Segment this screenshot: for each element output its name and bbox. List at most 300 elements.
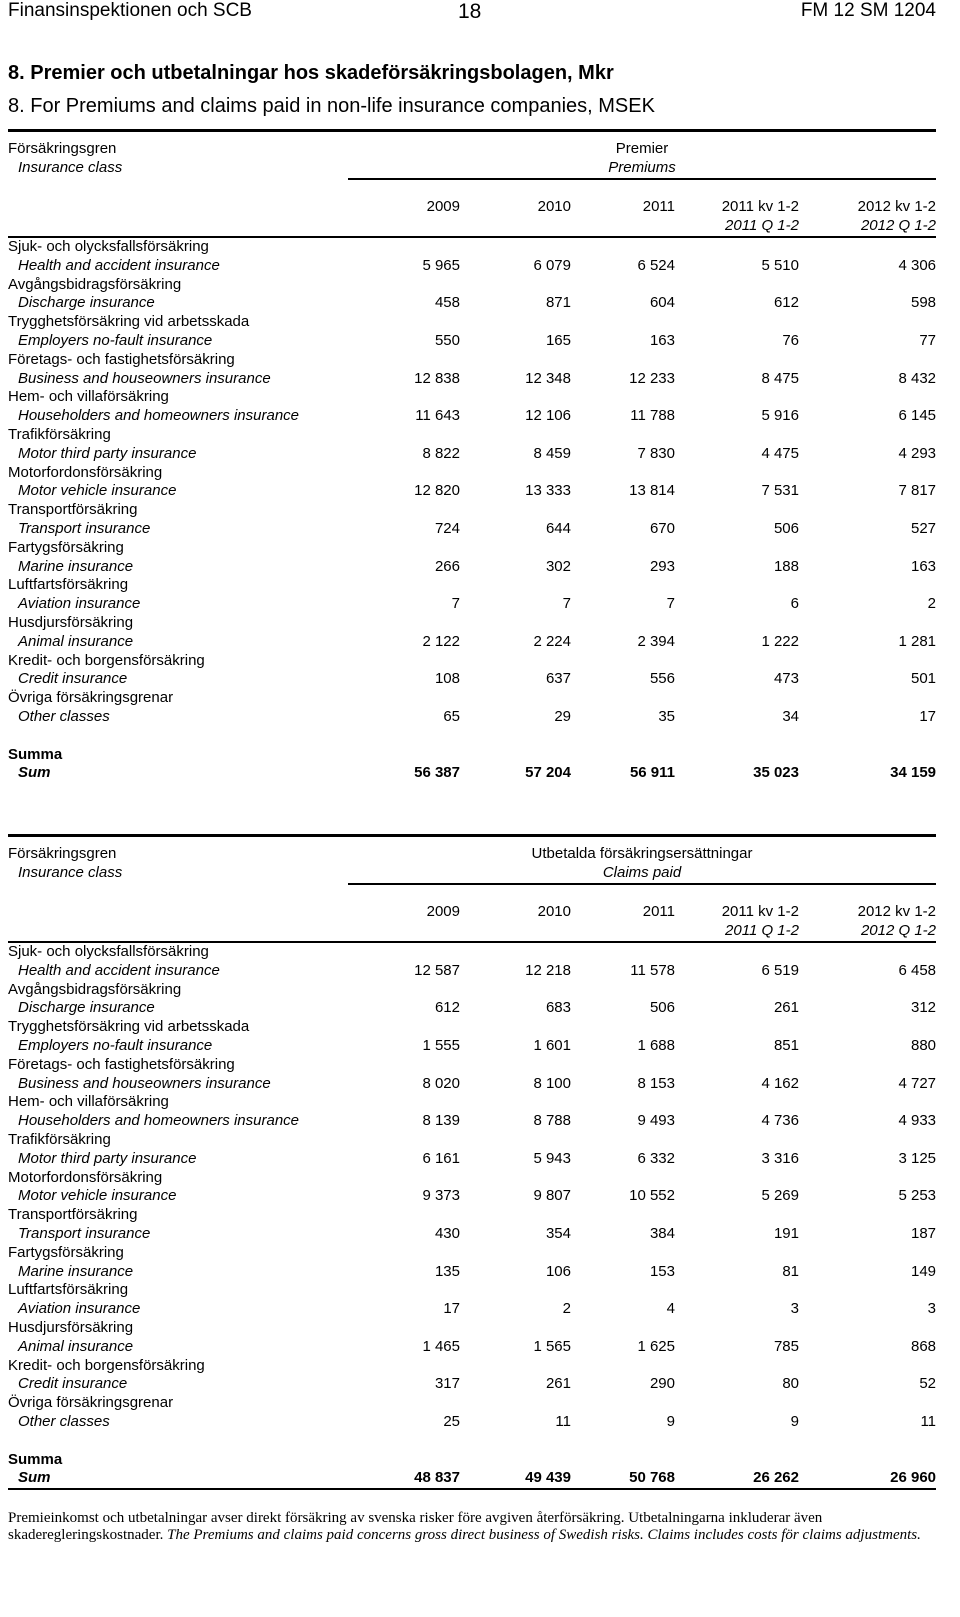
table-row — [8, 1075, 936, 1094]
value-cell: 1 465 — [422, 1337, 460, 1355]
class-label-sv: Transportförsäkring — [8, 501, 138, 519]
table-title-en: 8. For Premiums and claims paid in non-life insurance companies, MSEK — [8, 95, 655, 117]
class-label-sv: Trafikförsäkring — [8, 425, 111, 443]
table-title-sv: 8. Premier och utbetalningar hos skadeförsäkringsbolagen, Mkr — [8, 62, 614, 84]
value-cell: 644 — [545, 519, 571, 537]
table-row — [8, 962, 936, 981]
group-header-en: Claims paid — [348, 864, 936, 884]
value-cell: 6 332 — [637, 1149, 675, 1167]
value-cell: 473 — [773, 670, 799, 688]
year-header-row-en — [8, 922, 936, 942]
table-row — [8, 1037, 936, 1056]
table-row — [8, 407, 936, 426]
spacer — [8, 179, 348, 199]
table-row — [8, 370, 936, 389]
table-row — [8, 1150, 936, 1169]
class-row-sv — [8, 1357, 936, 1376]
table-row — [8, 1375, 936, 1394]
class-label-sv: Företags- och fastighetsförsäkring — [8, 1055, 235, 1073]
value-cell: 550 — [434, 331, 460, 349]
value-cell: 1 565 — [533, 1337, 571, 1355]
value-cell: 7 — [562, 595, 571, 613]
class-row-sv — [8, 1169, 936, 1188]
value-cell: 293 — [649, 557, 675, 575]
table-row — [8, 1413, 936, 1432]
value-cell: 9 — [790, 1412, 799, 1430]
class-label-sv: Fartygsförsäkring — [8, 1243, 124, 1261]
class-row-sv — [8, 1319, 936, 1338]
year-header: 2009 — [426, 198, 460, 216]
class-label-sv: Hem- och villaförsäkring — [8, 388, 169, 406]
sum-value: 56 387 — [414, 764, 460, 782]
class-row-sv — [8, 388, 936, 407]
sum-value: 26 262 — [675, 1469, 799, 1489]
claims-table — [8, 834, 936, 1490]
year-header-blank — [8, 922, 348, 942]
value-cell: 1 281 — [898, 632, 937, 650]
class-row-sv — [8, 313, 936, 332]
value-cell: 188 — [773, 557, 799, 575]
value-cell: 165 — [545, 331, 571, 349]
class-label-sv: Transportförsäkring — [8, 1206, 138, 1224]
value-cell: 2 224 — [533, 632, 571, 650]
report-id: FM 12 SM 1204 — [800, 0, 936, 21]
year-header: 2011 — [642, 198, 675, 216]
value-cell: 12 106 — [525, 407, 571, 425]
value-cell: 11 — [555, 1412, 571, 1430]
value-cell: 149 — [910, 1262, 937, 1280]
value-cell: 5 253 — [898, 1187, 937, 1205]
year-header-en: 2012 Q 1-2 — [860, 217, 937, 235]
value-cell: 108 — [434, 670, 460, 688]
class-label-en: Transport insurance — [18, 1224, 151, 1242]
class-header-sv: Försäkringsgren — [8, 131, 348, 159]
value-cell: 612 — [773, 294, 799, 312]
class-label-en: Business and houseowners insurance — [18, 369, 271, 387]
spacer — [348, 884, 936, 904]
value-cell: 6 161 — [422, 1149, 460, 1167]
value-cell: 4 727 — [898, 1074, 937, 1092]
class-label-sv: Trafikförsäkring — [8, 1130, 111, 1148]
class-label-en: Aviation insurance — [18, 595, 141, 613]
value-cell: 13 814 — [629, 482, 675, 500]
value-cell: 11 643 — [415, 407, 460, 425]
class-label-en: Transport insurance — [18, 519, 151, 537]
page-header — [8, 0, 936, 26]
table-row — [8, 999, 936, 1018]
class-row-sv — [8, 1131, 936, 1150]
spacer-row — [8, 179, 936, 199]
value-cell: 302 — [545, 557, 571, 575]
spacer-row — [8, 727, 936, 746]
class-label-en: Discharge insurance — [18, 999, 155, 1017]
class-label-en: Health and accident insurance — [18, 961, 220, 979]
table-row — [8, 294, 936, 313]
year-header-row — [8, 903, 936, 922]
value-cell: 13 333 — [525, 482, 571, 500]
value-cell: 871 — [545, 294, 571, 312]
value-cell: 6 — [790, 595, 799, 613]
value-cell: 2 122 — [422, 632, 460, 650]
table-row — [8, 595, 936, 614]
page-number: 18 — [458, 0, 482, 23]
year-header-en — [571, 922, 675, 942]
value-cell: 8 100 — [533, 1074, 571, 1092]
value-cell: 25 — [443, 1412, 460, 1430]
value-cell: 191 — [773, 1224, 799, 1242]
value-cell: 163 — [649, 331, 675, 349]
value-cell: 3 — [790, 1300, 799, 1318]
year-header-en — [348, 922, 460, 942]
value-cell: 5 965 — [422, 256, 460, 274]
class-label-en: Animal insurance — [18, 632, 134, 650]
sum-row-sv — [8, 1451, 936, 1470]
value-cell: 163 — [910, 557, 937, 575]
sum-label-sv: Summa — [8, 1450, 63, 1468]
value-cell: 6 519 — [761, 961, 799, 979]
year-header-row — [8, 198, 936, 217]
class-label-sv: Fartygsförsäkring — [8, 538, 124, 556]
class-label-en: Employers no-fault insurance — [18, 1036, 213, 1054]
value-cell: 8 020 — [422, 1074, 460, 1092]
value-cell: 8 788 — [533, 1112, 571, 1130]
value-cell: 3 316 — [761, 1149, 799, 1167]
value-cell: 153 — [649, 1262, 675, 1280]
sum-value: 34 159 — [890, 764, 937, 782]
sum-label-sv: Summa — [8, 745, 63, 763]
class-row-sv — [8, 981, 936, 1000]
sum-value: 48 837 — [348, 1469, 460, 1489]
value-cell: 2 — [562, 1300, 571, 1318]
sum-value: 56 911 — [629, 764, 675, 782]
class-label-en: Animal insurance — [18, 1337, 134, 1355]
value-cell: 9 493 — [637, 1112, 675, 1130]
class-label-sv: Trygghetsförsäkring vid arbetsskada — [8, 1018, 250, 1036]
value-cell: 1 688 — [637, 1036, 675, 1054]
class-row-sv — [8, 1018, 936, 1037]
class-label-sv: Motorfordonsförsäkring — [8, 1168, 163, 1186]
value-cell: 785 — [773, 1337, 799, 1355]
group-header-sv: Premier — [348, 131, 936, 159]
value-cell: 354 — [545, 1224, 571, 1242]
spacer-row — [8, 884, 936, 904]
value-cell: 17 — [919, 707, 937, 725]
class-row-sv — [8, 1056, 936, 1075]
value-cell: 7 — [666, 595, 675, 613]
value-cell: 76 — [782, 331, 799, 349]
class-label-en: Health and accident insurance — [18, 256, 220, 274]
class-header-en: Insurance class — [18, 864, 123, 882]
class-label-sv: Företags- och fastighetsförsäkring — [8, 350, 235, 368]
class-row-sv — [8, 1244, 936, 1263]
value-cell: 77 — [919, 331, 937, 349]
table-row — [8, 1300, 936, 1319]
year-header-blank — [8, 903, 348, 922]
value-cell: 7 531 — [761, 482, 799, 500]
value-cell: 11 — [920, 1412, 937, 1430]
class-label-en: Motor third party insurance — [18, 444, 197, 462]
table-row — [8, 1338, 936, 1357]
value-cell: 11 788 — [630, 407, 675, 425]
year-header: 2010 — [537, 903, 571, 921]
value-cell: 5 510 — [761, 256, 799, 274]
class-row-sv — [8, 1093, 936, 1112]
value-cell: 52 — [919, 1375, 937, 1393]
value-cell: 3 — [927, 1300, 937, 1318]
class-label-sv: Avgångsbidragsförsäkring — [8, 980, 182, 998]
class-label-sv: Sjuk- och olycksfallsförsäkring — [8, 942, 209, 960]
class-label-en: Credit insurance — [18, 1375, 128, 1393]
spacer — [8, 884, 348, 904]
class-label-sv: Luftfartsförsäkring — [8, 1281, 129, 1299]
table-row — [8, 708, 936, 727]
class-label-en: Marine insurance — [18, 1262, 134, 1280]
value-cell: 17 — [443, 1300, 460, 1318]
value-cell: 5 916 — [761, 407, 799, 425]
value-cell: 312 — [910, 999, 937, 1017]
sum-label-en: Sum — [18, 764, 51, 782]
year-header-en: 2011 Q 1-2 — [725, 217, 799, 235]
class-label-en: Motor vehicle insurance — [18, 1187, 177, 1205]
class-row-sv — [8, 1281, 936, 1300]
year-header: 2009 — [426, 903, 460, 921]
value-cell: 35 — [658, 707, 675, 725]
year-header-en — [571, 217, 675, 237]
class-label-sv: Husdjursförsäkring — [8, 613, 134, 631]
sum-row-sv — [8, 746, 936, 765]
value-cell: 4 293 — [898, 444, 937, 462]
value-cell: 4 736 — [761, 1112, 799, 1130]
class-label-en: Credit insurance — [18, 670, 128, 688]
class-row-sv — [8, 276, 936, 295]
class-header-en: Insurance class — [18, 159, 123, 177]
footnote-en: The Premiums and claims paid concerns gross direct business of Swedish risks. Claims includes costs för claims adjustments. — [167, 1527, 921, 1543]
value-cell: 637 — [545, 670, 571, 688]
spacer — [348, 179, 936, 199]
value-cell: 9 — [666, 1412, 675, 1430]
class-label-en: Business and houseowners insurance — [18, 1074, 271, 1092]
value-cell: 65 — [443, 707, 460, 725]
value-cell: 12 348 — [525, 369, 571, 387]
value-cell: 670 — [649, 519, 675, 537]
table-row — [8, 1112, 936, 1131]
value-cell: 187 — [910, 1224, 937, 1242]
value-cell: 1 555 — [422, 1036, 460, 1054]
value-cell: 261 — [545, 1375, 571, 1393]
value-cell: 506 — [773, 519, 799, 537]
sum-value: 57 204 — [525, 764, 571, 782]
class-label-sv: Övriga försäkringsgrenar — [8, 1394, 174, 1412]
table-row — [8, 558, 936, 577]
value-cell: 80 — [782, 1375, 799, 1393]
class-label-sv: Sjuk- och olycksfallsförsäkring — [8, 237, 209, 255]
year-header-en — [348, 217, 460, 237]
value-cell: 6 079 — [533, 256, 571, 274]
class-label-sv: Husdjursförsäkring — [8, 1318, 134, 1336]
value-cell: 384 — [649, 1224, 675, 1242]
class-row-sv — [8, 942, 936, 962]
class-header-sv: Försäkringsgren — [8, 836, 348, 864]
table-row — [8, 520, 936, 539]
value-cell: 501 — [910, 670, 937, 688]
value-cell: 8 139 — [422, 1112, 460, 1130]
header-row — [8, 131, 936, 159]
premiums-table — [8, 129, 936, 783]
value-cell: 868 — [910, 1337, 937, 1355]
value-cell: 5 943 — [533, 1149, 571, 1167]
value-cell: 6 524 — [637, 256, 675, 274]
class-row-sv — [8, 237, 936, 257]
class-row-sv — [8, 1394, 936, 1413]
year-header-en — [460, 217, 571, 237]
class-row-sv — [8, 576, 936, 595]
table-row — [8, 445, 936, 464]
value-cell: 3 125 — [898, 1149, 937, 1167]
class-label-sv: Motorfordonsförsäkring — [8, 463, 163, 481]
value-cell: 506 — [649, 999, 675, 1017]
value-cell: 266 — [434, 557, 460, 575]
value-cell: 11 578 — [630, 961, 675, 979]
class-row-sv — [8, 464, 936, 483]
spacer-row — [8, 1432, 936, 1451]
table-row — [8, 482, 936, 501]
value-cell: 12 820 — [414, 482, 460, 500]
year-header: 2012 kv 1-2 — [857, 198, 937, 216]
class-label-en: Aviation insurance — [18, 1300, 141, 1318]
class-label-en: Other classes — [18, 1412, 110, 1430]
value-cell: 430 — [434, 1224, 460, 1242]
value-cell: 34 — [782, 707, 799, 725]
value-cell: 9 807 — [533, 1187, 571, 1205]
value-cell: 4 475 — [761, 444, 799, 462]
class-row-sv — [8, 351, 936, 370]
value-cell: 1 222 — [761, 632, 799, 650]
value-cell: 4 — [666, 1300, 675, 1318]
class-label-sv: Hem- och villaförsäkring — [8, 1093, 169, 1111]
value-cell: 8 822 — [422, 444, 460, 462]
class-label-sv: Luftfartsförsäkring — [8, 576, 129, 594]
class-row-sv — [8, 614, 936, 633]
class-row-sv — [8, 426, 936, 445]
value-cell: 880 — [910, 1036, 937, 1054]
value-cell: 9 373 — [422, 1187, 460, 1205]
value-cell: 2 — [927, 595, 937, 613]
value-cell: 7 — [451, 595, 460, 613]
value-cell: 724 — [434, 519, 460, 537]
value-cell: 8 459 — [533, 444, 571, 462]
value-cell: 5 269 — [761, 1187, 799, 1205]
class-label-en: Householders and homeowners insurance — [18, 407, 300, 425]
year-header-en: 2012 Q 1-2 — [860, 922, 937, 940]
class-label-en: Motor third party insurance — [18, 1149, 197, 1167]
sum-value: 35 023 — [753, 764, 799, 782]
year-header: 2012 kv 1-2 — [857, 903, 937, 921]
header-row — [8, 836, 936, 864]
sum-value: 50 768 — [571, 1469, 675, 1489]
value-cell: 556 — [649, 670, 675, 688]
year-header-en — [460, 922, 571, 942]
footnote — [8, 1510, 936, 1544]
value-cell: 4 162 — [761, 1074, 799, 1092]
table-row — [8, 670, 936, 689]
value-cell: 6 145 — [898, 407, 937, 425]
sum-value: 49 439 — [460, 1469, 571, 1489]
year-header-en: 2011 Q 1-2 — [725, 922, 799, 940]
value-cell: 604 — [649, 294, 675, 312]
value-cell: 598 — [910, 294, 937, 312]
class-label-en: Discharge insurance — [18, 294, 155, 312]
spacer — [8, 1432, 936, 1451]
value-cell: 290 — [649, 1375, 675, 1393]
header-row — [8, 864, 936, 884]
class-label-en: Other classes — [18, 707, 110, 725]
class-row-sv — [8, 689, 936, 708]
spacer — [8, 727, 936, 746]
class-label-sv: Övriga försäkringsgrenar — [8, 689, 174, 707]
group-header-sv: Utbetalda försäkringsersättningar — [348, 836, 936, 864]
value-cell: 6 458 — [898, 961, 937, 979]
class-label-sv: Kredit- och borgensförsäkring — [8, 1356, 205, 1374]
class-row-sv — [8, 652, 936, 671]
value-cell: 1 601 — [533, 1036, 571, 1054]
value-cell: 12 838 — [414, 369, 460, 387]
class-row-sv — [8, 501, 936, 520]
value-cell: 4 306 — [898, 256, 937, 274]
class-label-en: Marine insurance — [18, 557, 134, 575]
value-cell: 29 — [554, 707, 571, 725]
table-row — [8, 332, 936, 351]
year-header-blank — [8, 198, 348, 217]
value-cell: 851 — [773, 1036, 799, 1054]
table-row — [8, 1263, 936, 1282]
value-cell: 4 933 — [898, 1112, 937, 1130]
year-header-blank — [8, 217, 348, 237]
class-label-sv: Kredit- och borgensförsäkring — [8, 651, 205, 669]
value-cell: 683 — [545, 999, 571, 1017]
class-label-en: Motor vehicle insurance — [18, 482, 177, 500]
year-header: 2011 kv 1-2 — [721, 198, 799, 216]
value-cell: 8 432 — [898, 369, 937, 387]
publisher: Finansinspektionen och SCB — [8, 0, 252, 21]
sum-row — [8, 1469, 936, 1489]
sum-row — [8, 764, 936, 783]
value-cell: 135 — [434, 1262, 460, 1280]
value-cell: 2 394 — [637, 632, 675, 650]
value-cell: 1 625 — [637, 1337, 675, 1355]
value-cell: 458 — [434, 294, 460, 312]
sum-value: 26 960 — [799, 1469, 936, 1489]
value-cell: 7 817 — [898, 482, 937, 500]
value-cell: 8 475 — [761, 369, 799, 387]
header-row — [8, 159, 936, 179]
value-cell: 612 — [434, 999, 460, 1017]
value-cell: 7 830 — [637, 444, 675, 462]
value-cell: 317 — [434, 1375, 460, 1393]
class-label-sv: Avgångsbidragsförsäkring — [8, 275, 182, 293]
class-row-sv — [8, 1206, 936, 1225]
table-row — [8, 1187, 936, 1206]
class-label-sv: Trygghetsförsäkring vid arbetsskada — [8, 313, 250, 331]
year-header: 2010 — [537, 198, 571, 216]
class-label-en: Employers no-fault insurance — [18, 331, 213, 349]
sum-label-en: Sum — [8, 1469, 348, 1489]
value-cell: 527 — [910, 519, 937, 537]
value-cell: 106 — [545, 1262, 571, 1280]
value-cell: 10 552 — [629, 1187, 675, 1205]
year-header: 2011 — [642, 903, 675, 921]
class-label-en: Householders and homeowners insurance — [18, 1112, 300, 1130]
year-header: 2011 kv 1-2 — [721, 903, 799, 921]
